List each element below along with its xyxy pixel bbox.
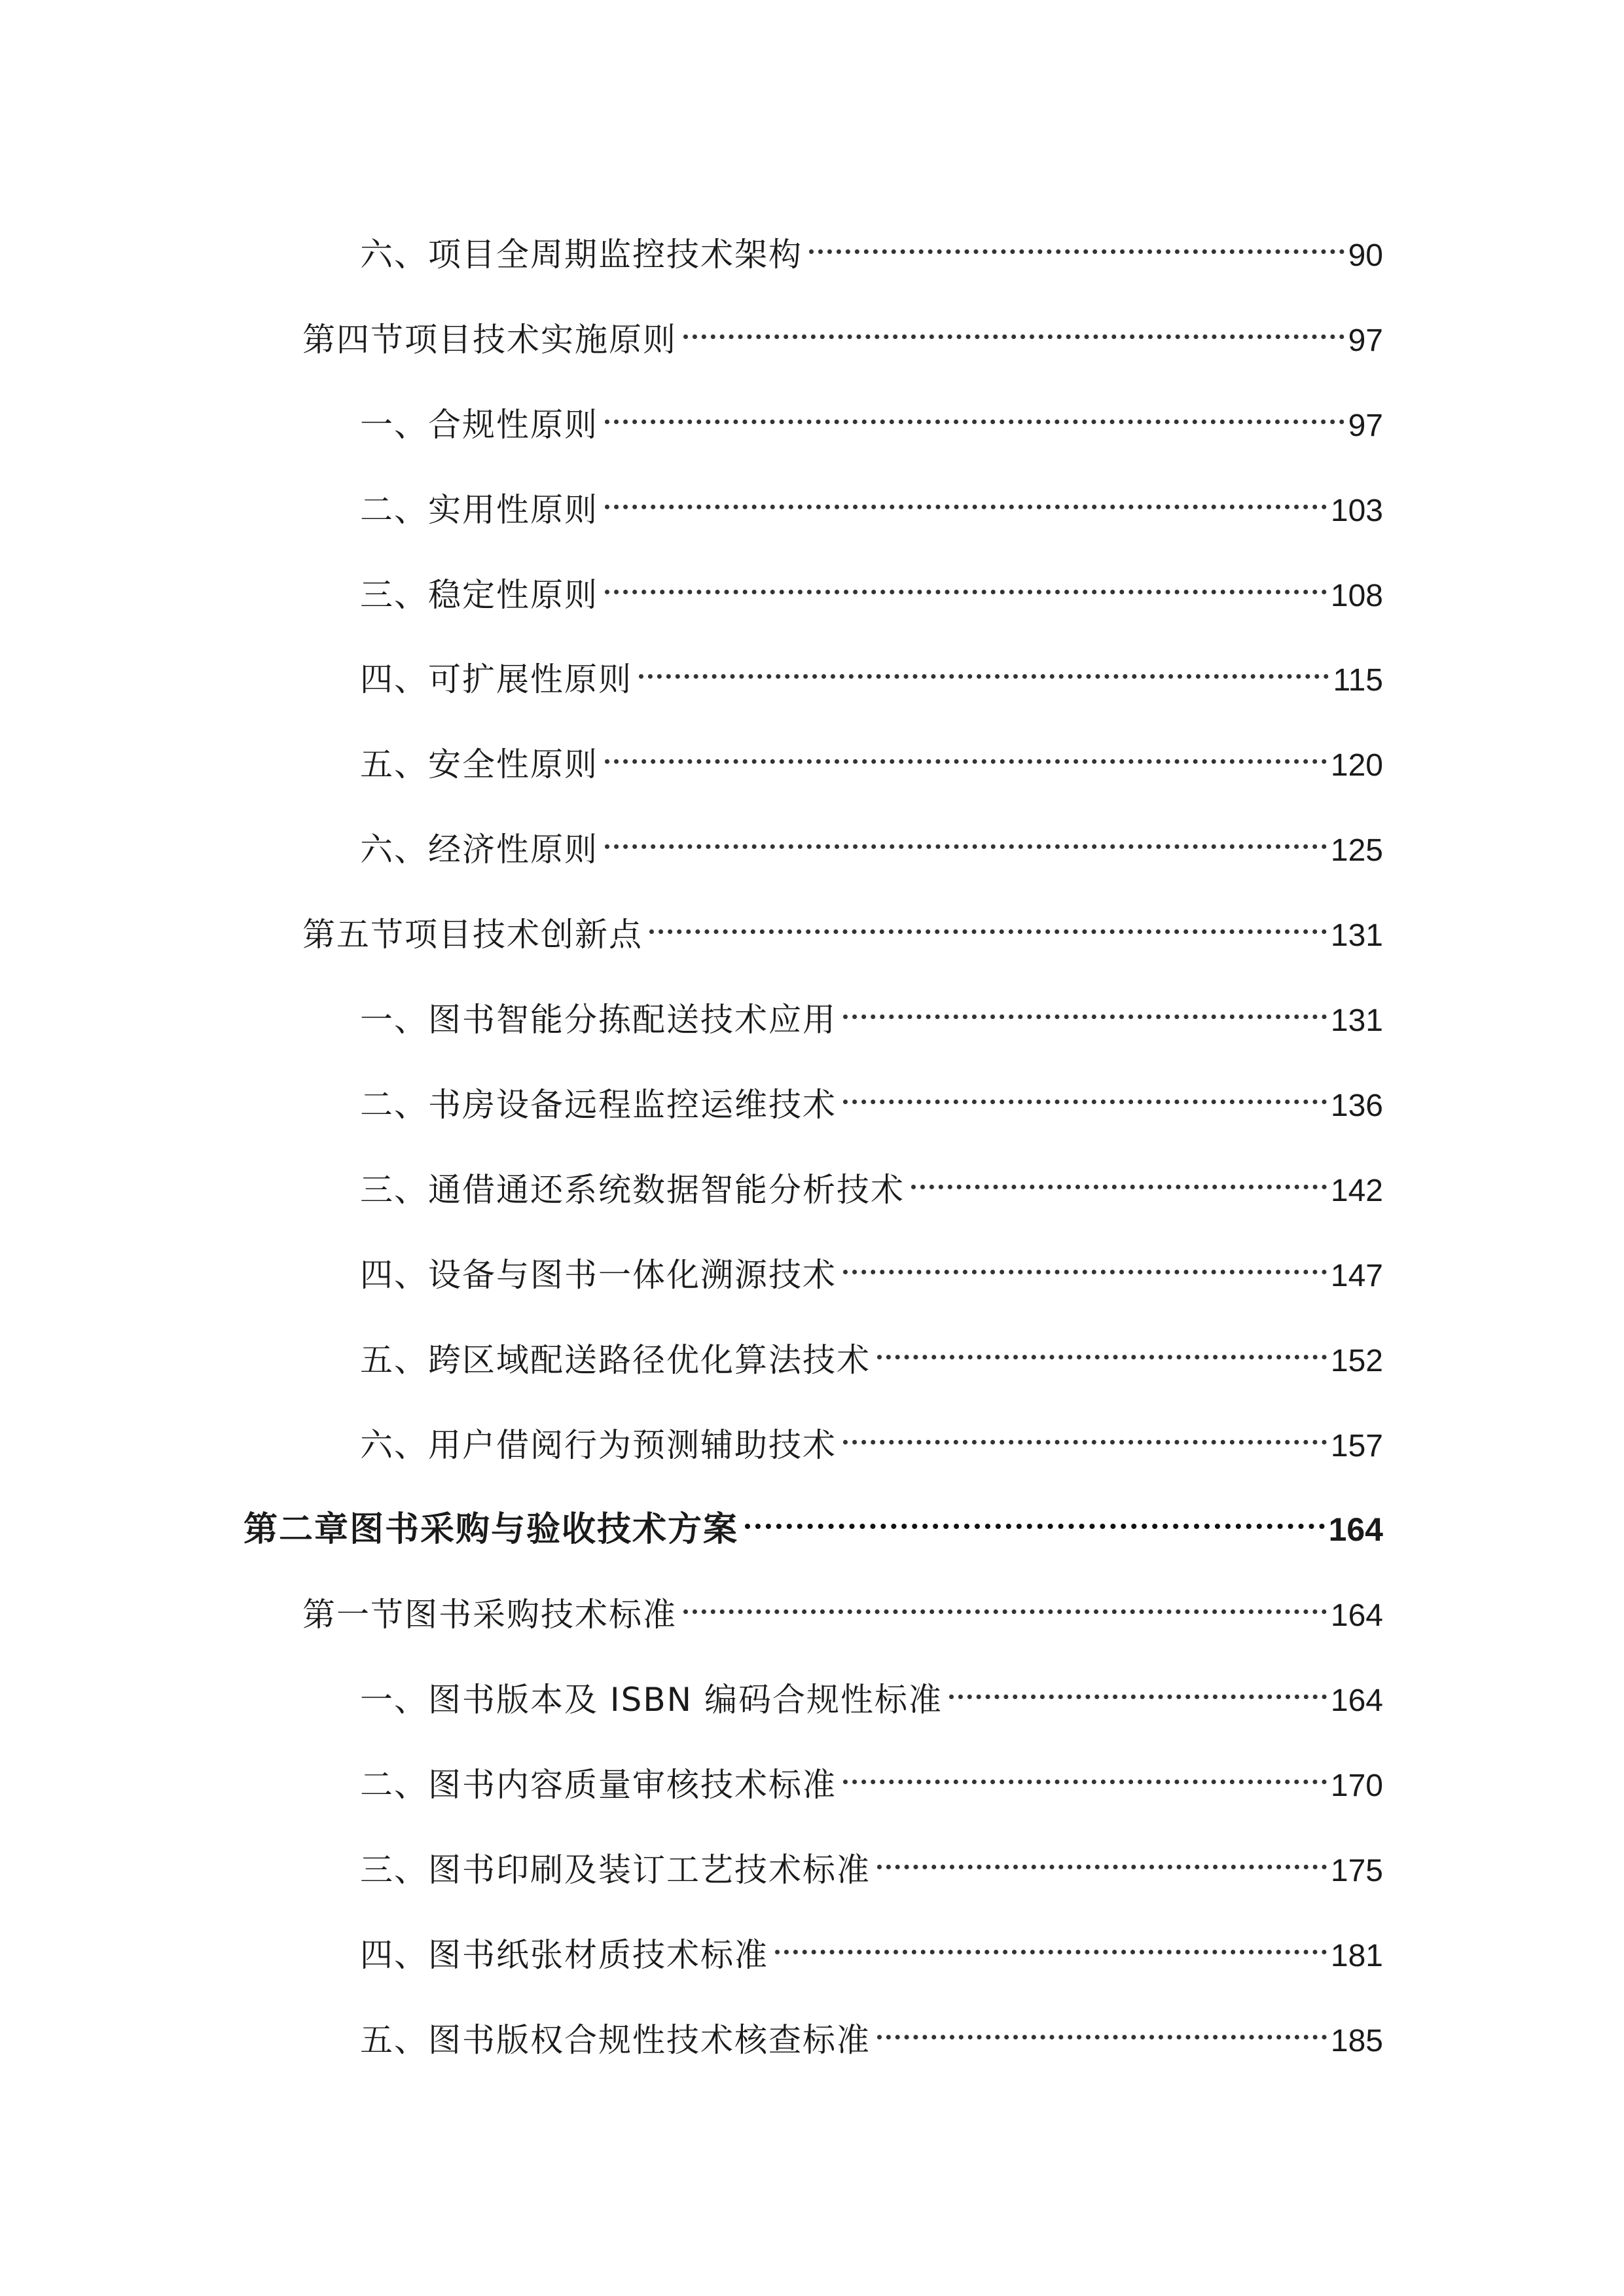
toc-entry-page: 131 xyxy=(1330,1003,1383,1038)
toc-entry-title: 一、图书智能分拣配送技术应用 xyxy=(360,1001,837,1039)
toc-entry-page: 147 xyxy=(1330,1259,1383,1293)
toc-entry-page: 181 xyxy=(1330,1939,1383,1973)
toc-entry-page: 185 xyxy=(1330,2024,1383,2058)
toc-dot-leader xyxy=(877,1999,1327,2051)
toc-entry-page: 164 xyxy=(1330,1683,1383,1718)
toc-entry-title: 二、图书内容质量审核技术标准 xyxy=(360,1766,837,1804)
toc-entry[interactable] xyxy=(360,1404,1383,1464)
toc-dot-leader xyxy=(605,384,1344,436)
toc-dot-leader xyxy=(843,1744,1327,1796)
toc-entry-page: 120 xyxy=(1330,748,1383,783)
toc-entry-title: 五、安全性原则 xyxy=(360,745,598,783)
toc-entry-title: 六、用户借阅行为预测辅助技术 xyxy=(360,1426,837,1464)
toc-entry-chapter[interactable] xyxy=(244,1488,1383,1549)
toc-entry-title: 三、图书印刷及装订工艺技术标准 xyxy=(360,1851,871,1889)
toc-entry[interactable] xyxy=(360,384,1383,444)
toc-dot-leader xyxy=(843,1234,1327,1286)
toc-entry-title: 五、跨区域配送路径优化算法技术 xyxy=(360,1341,871,1379)
toc-entry-page: 175 xyxy=(1330,1854,1383,1888)
toc-entry[interactable] xyxy=(302,298,1383,359)
toc-entry-title: 第五节项目技术创新点 xyxy=(302,916,643,954)
toc-entry-title: 二、书房设备远程监控运维技术 xyxy=(360,1086,837,1124)
toc-entry-title: 五、图书版权合规性技术核查标准 xyxy=(360,2021,871,2059)
toc-dot-leader xyxy=(605,808,1327,861)
toc-entry-page: 157 xyxy=(1330,1429,1383,1463)
toc-entry[interactable] xyxy=(360,1999,1383,2059)
toc-entry-page: 136 xyxy=(1330,1088,1383,1123)
toc-entry-title: 二、实用性原则 xyxy=(360,491,598,529)
toc-entry[interactable] xyxy=(360,1659,1383,1719)
toc-dot-leader xyxy=(605,554,1327,606)
toc-entry[interactable] xyxy=(360,978,1383,1039)
toc-entry-title: 第一节图书采购技术标准 xyxy=(302,1596,677,1634)
toc-entry[interactable] xyxy=(360,723,1383,783)
toc-dot-leader xyxy=(649,893,1327,946)
toc-entry-title: 第二章图书采购与验收技术方案 xyxy=(244,1510,739,1549)
toc-entry[interactable] xyxy=(360,1319,1383,1379)
toc-dot-leader xyxy=(605,723,1327,776)
toc-entry-page: 97 xyxy=(1348,323,1383,358)
toc-entry-page: 103 xyxy=(1330,493,1383,528)
toc-entry-title: 四、设备与图书一体化溯源技术 xyxy=(360,1256,837,1294)
toc-entry-title: 三、稳定性原则 xyxy=(360,576,598,614)
toc-entry-page: 90 xyxy=(1348,238,1383,273)
toc-entry[interactable] xyxy=(360,1149,1383,1209)
toc-entry-page: 115 xyxy=(1333,663,1383,698)
toc-entry[interactable] xyxy=(360,638,1383,698)
toc-dot-leader xyxy=(877,1829,1327,1881)
toc-entry-title: 四、可扩展性原则 xyxy=(360,660,632,698)
toc-dot-leader xyxy=(809,213,1344,266)
toc-dot-leader xyxy=(775,1914,1327,1966)
toc-entry[interactable] xyxy=(302,1573,1383,1634)
toc-entry-page: 152 xyxy=(1330,1344,1383,1378)
toc-dot-leader xyxy=(683,298,1344,351)
toc-entry[interactable] xyxy=(360,1914,1383,1974)
toc-dot-leader xyxy=(605,469,1327,521)
toc-entry-title: 一、合规性原则 xyxy=(360,406,598,444)
toc-dot-leader xyxy=(843,978,1327,1031)
toc-dot-leader xyxy=(949,1659,1327,1711)
toc-entry[interactable] xyxy=(360,554,1383,614)
toc-entry-title: 一、图书版本及 ISBN 编码合规性标准 xyxy=(360,1681,943,1719)
toc-dot-leader xyxy=(843,1404,1327,1456)
toc-entry[interactable] xyxy=(302,893,1383,954)
toc-entry[interactable] xyxy=(360,1064,1383,1124)
toc-entry[interactable] xyxy=(360,1234,1383,1294)
toc-dot-leader xyxy=(911,1149,1327,1201)
toc-dot-leader xyxy=(877,1319,1327,1371)
toc-entry[interactable] xyxy=(360,1829,1383,1889)
toc-entry[interactable] xyxy=(360,213,1383,274)
toc-entry[interactable] xyxy=(360,1744,1383,1804)
toc-entry-page: 142 xyxy=(1330,1174,1383,1208)
toc-entry-page: 131 xyxy=(1330,918,1383,953)
toc-entry-title: 三、通借通还系统数据智能分析技术 xyxy=(360,1171,905,1209)
toc-dot-leader xyxy=(843,1064,1327,1116)
toc-entry-page: 164 xyxy=(1328,1511,1383,1548)
toc-entry[interactable] xyxy=(360,808,1383,869)
toc-entry-title: 第四节项目技术实施原则 xyxy=(302,321,677,359)
toc-entry-title: 六、经济性原则 xyxy=(360,831,598,869)
toc-entry-page: 125 xyxy=(1330,833,1383,868)
toc-entry-page: 164 xyxy=(1330,1598,1383,1633)
toc-entry-page: 170 xyxy=(1330,1768,1383,1803)
toc-dot-leader xyxy=(683,1573,1327,1626)
toc-entry-title: 四、图书纸张材质技术标准 xyxy=(360,1936,768,1974)
toc-entry[interactable] xyxy=(360,469,1383,529)
toc-dot-leader xyxy=(639,638,1329,691)
toc-dot-leader xyxy=(745,1488,1325,1541)
toc-entry-title: 六、项目全周期监控技术架构 xyxy=(360,236,803,274)
toc-entry-page: 97 xyxy=(1348,408,1383,443)
toc-entry-page: 108 xyxy=(1330,579,1383,613)
